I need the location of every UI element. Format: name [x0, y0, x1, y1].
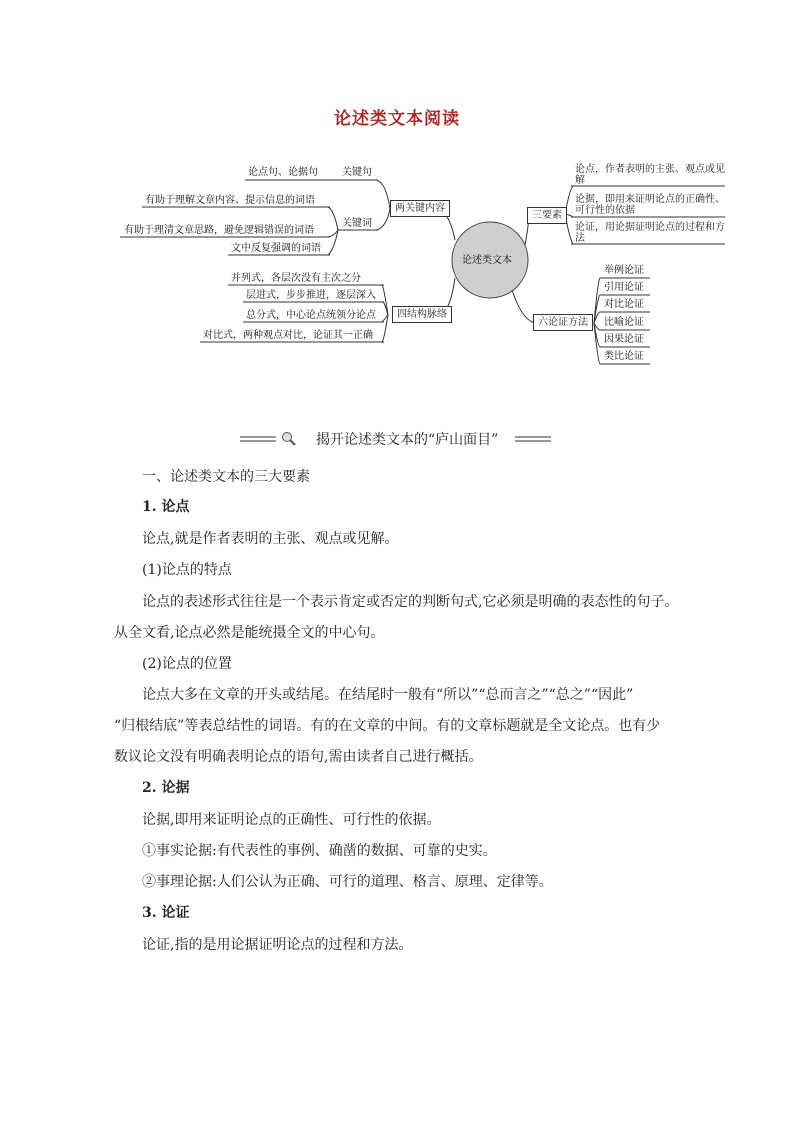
banner-text: 揭开论述类文本的“庐山面目” — [316, 432, 499, 448]
paragraph: 论点的表述形式往往是一个表示肯定或否定的判断句式,它必须是明确的表态性的句子。 — [142, 594, 679, 610]
key-word-item: 有助于理解文章内容、提示信息的词语 — [145, 195, 315, 206]
element-item: 论点，作者表明的主张、观点或见解 — [575, 164, 725, 186]
paragraph: 论点大多在文章的开头或结尾。在结尾时一般有“所以”“总而言之”“总之”“因此” — [142, 687, 634, 703]
subheading-argument: 1. 论点 — [142, 499, 190, 515]
branch-key-content: 两关键内容 — [390, 200, 450, 217]
paragraph: 从全文看,论点必然是能统摄全文的中心句。 — [114, 625, 385, 641]
subheading-evidence: 2. 论据 — [142, 780, 190, 796]
structure-item: 并列式，各层次没有主次之分 — [231, 273, 361, 284]
page-title: 论述类文本阅读 — [334, 109, 460, 129]
magnifier-icon — [283, 433, 296, 446]
branch-elements: 三要素 — [527, 207, 567, 224]
branch-key-sentence: 关键句 — [342, 167, 372, 178]
method-item: 对比论证 — [604, 299, 644, 310]
subsection-title: (1)论点的特点 — [142, 562, 232, 578]
structure-item: 对比式，两种观点对比，论证其一正确 — [203, 330, 373, 341]
heading-1: 一、论述类文本的三大要素 — [142, 469, 310, 485]
method-item: 引用论证 — [604, 282, 644, 293]
list-item: ②事理论据:人们公认为正确、可行的道理、格言、原理、定律等。 — [142, 874, 553, 890]
key-word-item: 有助于理清文章思路，避免逻辑错误的词语 — [124, 225, 314, 236]
mindmap-center: 论述类文本 — [462, 255, 512, 266]
paragraph: “归根结底”等表总结性的词语。有的在文章的中间。有的文章标题就是全文论点。也有少 — [114, 718, 661, 734]
branch-methods: 六论证方法 — [533, 314, 593, 331]
paragraph: 数议论文没有明确表明论点的语句,需由读者自己进行概括。 — [114, 749, 483, 765]
list-item: ①事实论据:有代表性的事例、确凿的数据、可靠的史实。 — [142, 843, 497, 859]
method-item: 因果论证 — [604, 334, 644, 345]
subheading-reasoning: 3. 论证 — [142, 905, 190, 921]
subsection-title: (2)论点的位置 — [142, 656, 232, 672]
branch-structure: 四结构脉络 — [392, 306, 452, 323]
element-item: 论据，即用来证明论点的正确性、可行性的依据 — [575, 194, 725, 216]
structure-item: 总分式，中心论点统领分论点 — [246, 310, 376, 321]
section-banner — [0, 430, 794, 450]
element-item: 论证，用论据证明论点的过程和方法 — [575, 222, 725, 244]
method-item: 比喻论证 — [604, 317, 644, 328]
key-sentence-item: 论点句、论据句 — [248, 167, 318, 178]
branch-key-word: 关键词 — [342, 218, 372, 229]
paragraph: 论证,指的是用论据证明论点的过程和方法。 — [142, 937, 413, 953]
structure-item: 层进式，步步推进，逐层深入 — [246, 290, 376, 301]
key-word-item: 文中反复强调的词语 — [231, 243, 321, 254]
method-item: 举例论证 — [604, 265, 644, 276]
paragraph: 论点,就是作者表明的主张、观点或见解。 — [142, 531, 399, 547]
paragraph: 论据,即用来证明论点的正确性、可行性的依据。 — [142, 812, 441, 828]
method-item: 类比论证 — [604, 351, 644, 362]
